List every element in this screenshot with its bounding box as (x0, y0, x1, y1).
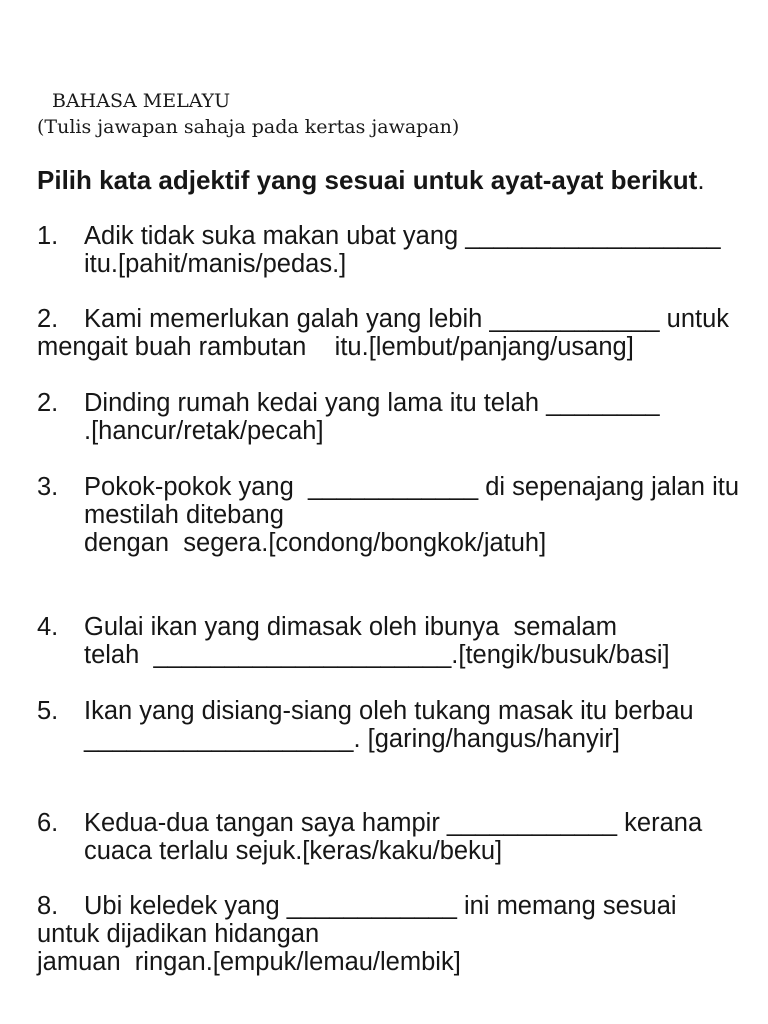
question-item (37, 697, 762, 753)
question-item (37, 222, 762, 278)
question-text-line (37, 613, 762, 641)
instruction-note: (Tulis jawapan sahaja pada kertas jawapan) (37, 116, 460, 138)
question-text-line: cuaca terlalu sejuk.[keras/kaku/beku] (84, 837, 503, 865)
subject-title: BAHASA MELAYU (52, 90, 231, 112)
question-item (37, 613, 762, 669)
question-text: Adik tidak suka makan ubat yang __________________ (84, 222, 721, 250)
question-text: Dinding rumah kedai yang lama itu telah ________ (84, 389, 660, 417)
question-text-line: untuk dijadikan hidangan (37, 920, 320, 948)
question-text: Kami memerlukan galah yang lebih ____________ untuk (84, 305, 730, 333)
question-text: Ikan yang disiang-siang oleh tukang masak itu berbau (84, 697, 694, 725)
question-item (37, 473, 762, 557)
question-item (37, 305, 762, 361)
question-text-line: mengait buah rambutan itu.[lembut/panjang/usang] (37, 333, 634, 361)
question-text: Kedua-dua tangan saya hampir ____________ kerana (84, 809, 703, 837)
question-text-line: telah _____________________.[tengik/busuk/basi] (84, 641, 670, 669)
question-text-line: itu.[pahit/manis/pedas.] (84, 250, 347, 278)
section-heading (37, 165, 705, 195)
question-text-line: jamuan ringan.[empuk/lemau/lembik] (37, 948, 461, 976)
question-text-line: mestilah ditebang (84, 501, 284, 529)
question-text-line: .[hancur/retak/pecah] (84, 417, 324, 445)
question-number: 1. (37, 222, 59, 250)
question-text-line (37, 809, 762, 837)
question-item (37, 389, 762, 445)
question-text-line (37, 222, 762, 250)
heading-period: . (697, 165, 705, 195)
question-item (37, 809, 762, 865)
question-number: 2. (37, 389, 59, 417)
question-item (37, 892, 762, 976)
question-text-line (37, 892, 762, 920)
question-text-line (37, 305, 762, 333)
question-text: Ubi keledek yang ____________ ini memang sesuai (84, 892, 677, 920)
question-text-line (37, 389, 762, 417)
question-number: 2. (37, 305, 59, 333)
question-number: 4. (37, 613, 59, 641)
heading-text: Pilih kata adjektif yang sesuai untuk ayat-ayat berikut (37, 165, 698, 195)
question-text-line: ___________________. [garing/hangus/hanyir] (84, 725, 620, 753)
question-text: Pokok-pokok yang ____________ di sepenajang jalan itu (84, 473, 740, 501)
question-number: 8. (37, 892, 59, 920)
question-text: Gulai ikan yang dimasak oleh ibunya semalam (84, 613, 617, 641)
question-number: 3. (37, 473, 59, 501)
question-text-line (37, 473, 762, 501)
question-number: 6. (37, 809, 59, 837)
question-number: 5. (37, 697, 59, 725)
question-text-line: dengan segera.[condong/bongkok/jatuh] (84, 529, 547, 557)
question-text-line (37, 697, 762, 725)
